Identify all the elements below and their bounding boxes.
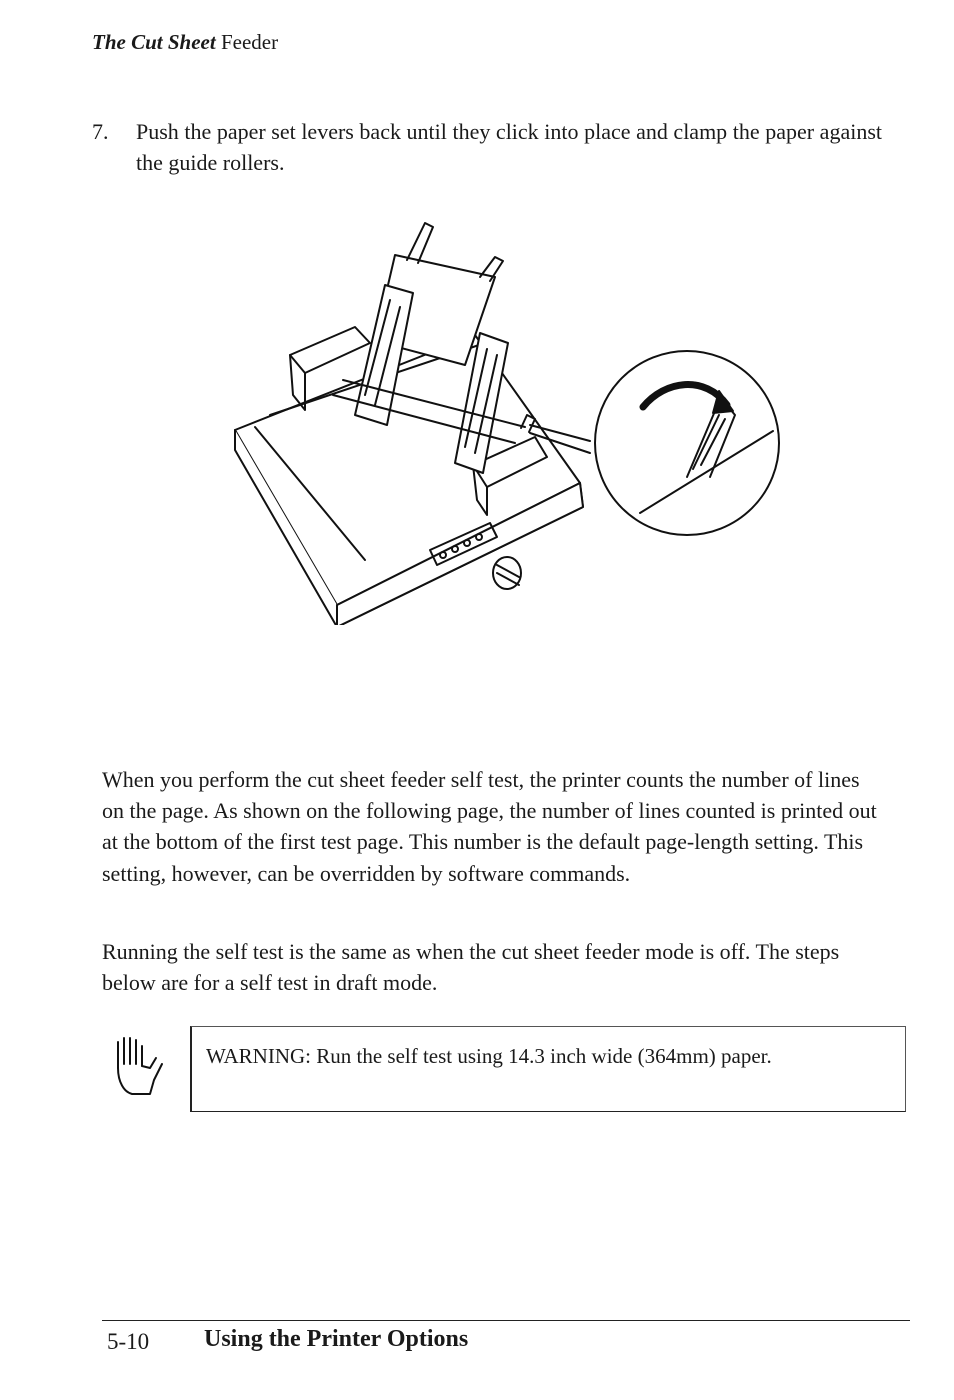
body-paragraph-1: When you perform the cut sheet feeder self test, the printer counts the number of lines on the page. As shown on the following page, the number of lines counted is printed out at the bottom of the first test page. This number is the default page-length setting. This setting, however, can be overridden by software commands. (102, 767, 877, 886)
warning-text: WARNING: Run the self test using 14.3 inch wide (364mm) paper. (206, 1044, 772, 1068)
footer-divider (102, 1320, 910, 1321)
step-text: Push the paper set levers back until they click into place and clamp the paper against the guide rollers. (136, 119, 882, 175)
page-number: 5-10 (107, 1329, 150, 1354)
step-7 (92, 116, 882, 178)
warning-box (190, 1026, 906, 1112)
header-title-rest: Feeder (220, 30, 279, 54)
hand-warning-icon (110, 1034, 168, 1098)
footer-section-title: Using the Printer Options (204, 1326, 469, 1352)
body-paragraph-2: Running the self test is the same as when the cut sheet feeder mode is off. The steps below are for a self test in draft mode. (102, 939, 840, 996)
printer-cut-sheet-feeder-illustration (225, 215, 780, 625)
running-header (92, 30, 278, 55)
header-title-italic: The Cut Sheet (92, 30, 216, 54)
step-number: 7. (92, 119, 109, 144)
